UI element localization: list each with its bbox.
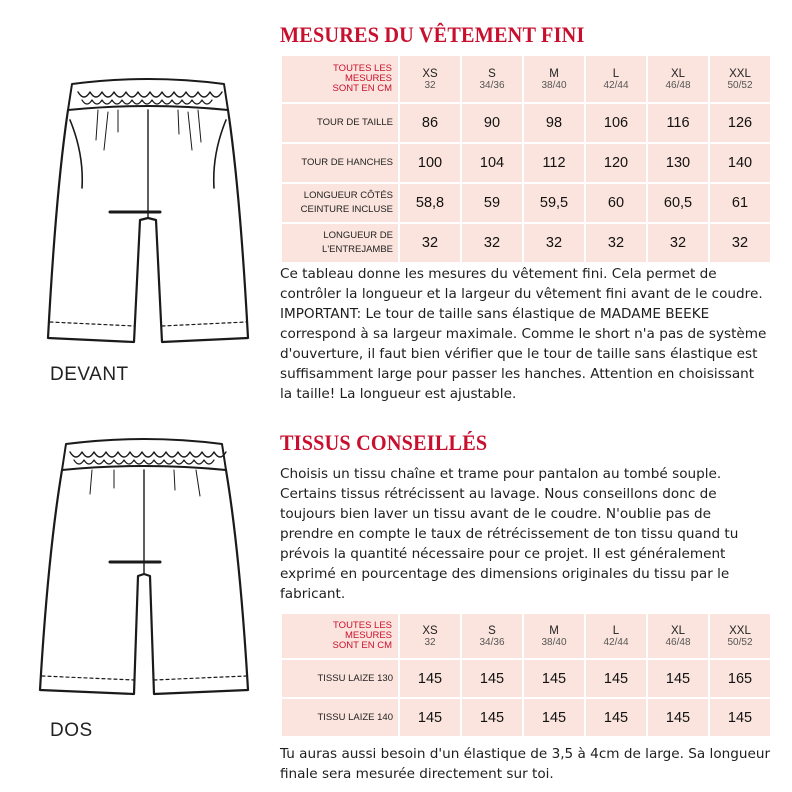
- size-column-header: [462, 614, 522, 658]
- table-cell: 145: [524, 699, 584, 736]
- text-line: toujours bien laver un tissu avant de le coudre. N'oublie pas de: [280, 506, 711, 522]
- row-label-line: TISSU LAIZE 130: [317, 672, 393, 684]
- text-line: d'ouverture, il faut bien vérifier que le tour de taille sans élastique est: [280, 346, 758, 362]
- size-column-header: [710, 56, 770, 102]
- units-note: [282, 614, 398, 658]
- table-cell: 60: [586, 184, 646, 222]
- text-line: fabricant.: [280, 586, 346, 602]
- text-line: Tu auras aussi besoin d'un élastique de 3,5 à 4cm de large. Sa longueur: [280, 746, 771, 762]
- row-label-line: TOUR DE HANCHES: [301, 157, 393, 168]
- size-name: L: [612, 624, 620, 637]
- front-caption: DEVANT: [50, 364, 129, 385]
- table-row: [282, 224, 770, 262]
- fabrics-text: [280, 464, 792, 604]
- table-cell: 61: [710, 184, 770, 222]
- size-column-header: [462, 56, 522, 102]
- size-name: XS: [422, 624, 438, 637]
- size-eu: 32: [424, 79, 436, 91]
- table-cell: 59: [462, 184, 522, 222]
- size-name: M: [549, 67, 559, 80]
- size-name: XS: [422, 67, 438, 80]
- table-cell: 130: [648, 144, 708, 182]
- text-line: Certains tissus rétrécissent au lavage. Nous conseillons donc de: [280, 486, 717, 502]
- table-cell: 32: [648, 224, 708, 262]
- table-cell: 32: [462, 224, 522, 262]
- row-label-line: TOUR DE TAILLE: [316, 117, 393, 128]
- size-eu: 38/40: [541, 636, 567, 648]
- table-cell: 140: [710, 144, 770, 182]
- illustrations-column: [0, 0, 270, 792]
- back-caption: DOS: [50, 720, 93, 741]
- size-eu: 50/52: [727, 636, 753, 648]
- finished-measurements-title: MESURES DU VÊTEMENT FINI: [280, 22, 585, 47]
- finished-measurements-text: [280, 264, 792, 404]
- row-label-line: LONGUEUR DE: [323, 230, 393, 241]
- table-cell: 145: [586, 660, 646, 697]
- row-label: [282, 104, 398, 142]
- table-cell: 126: [710, 104, 770, 142]
- size-column-header: [586, 614, 646, 658]
- table-cell: 116: [648, 104, 708, 142]
- size-column-header: [586, 56, 646, 102]
- size-name: XXL: [729, 624, 751, 637]
- table-cell: 32: [710, 224, 770, 262]
- size-name: S: [488, 67, 496, 80]
- size-name: L: [612, 67, 620, 80]
- table-row: [282, 104, 770, 142]
- fabrics-table: [280, 612, 772, 738]
- text-line: prévois la quantité nécessaire pour ce projet. Il est généralement: [280, 546, 726, 562]
- table-header-row: [282, 56, 770, 102]
- size-column-header: [524, 56, 584, 102]
- table-cell: 104: [462, 144, 522, 182]
- row-label: [282, 184, 398, 222]
- text-line: correspond à sa largeur maximale. Comme le short n'a pas de système: [280, 326, 767, 342]
- size-name: XL: [670, 67, 686, 80]
- size-column-header: [710, 614, 770, 658]
- shorts-back-drawing: [30, 434, 258, 714]
- text-line: exprimé en pourcentage des dimensions originales du tissu par le: [280, 566, 730, 582]
- table-cell: 112: [524, 144, 584, 182]
- row-label: [282, 660, 398, 697]
- units-note: [282, 56, 398, 102]
- units-note-line: SONT EN CM: [332, 640, 392, 651]
- finished-measurements-table: [280, 54, 772, 264]
- elastic-note: [280, 744, 792, 784]
- text-line: contrôler la longueur et la largeur du vêtement fini avant de le coudre.: [280, 286, 763, 302]
- size-eu: 32: [424, 636, 436, 648]
- size-eu: 38/40: [541, 79, 567, 91]
- table-cell: 145: [462, 660, 522, 697]
- text-line: Ce tableau donne les mesures du vêtement fini. Cela permet de: [280, 266, 717, 282]
- text-line: suffisamment large pour passer les hanches. Attention en choisissant: [280, 366, 755, 382]
- table-cell: 60,5: [648, 184, 708, 222]
- table-cell: 90: [462, 104, 522, 142]
- table-row: [282, 184, 770, 222]
- table-cell: 32: [400, 224, 460, 262]
- table-cell: 145: [400, 699, 460, 736]
- table-cell: 59,5: [524, 184, 584, 222]
- table-cell: 145: [648, 660, 708, 697]
- size-eu: 42/44: [603, 636, 629, 648]
- size-eu: 34/36: [479, 79, 505, 91]
- table-cell: 32: [586, 224, 646, 262]
- table-cell: 100: [400, 144, 460, 182]
- row-label: [282, 144, 398, 182]
- text-line: prendre en compte le taux de rétrécissement de ton tissu quand tu: [280, 526, 739, 542]
- row-label-line: CEINTURE INCLUSE: [300, 204, 393, 215]
- row-label-line: LONGUEUR CÔTÉS: [303, 190, 393, 201]
- row-label: [282, 224, 398, 262]
- table-cell: 165: [710, 660, 770, 697]
- text-line: IMPORTANT: Le tour de taille sans élastique de MADAME BEEKE: [280, 306, 710, 322]
- size-column-header: [648, 614, 708, 658]
- size-column-header: [524, 614, 584, 658]
- table-cell: 145: [586, 699, 646, 736]
- units-note-line: SONT EN CM: [332, 83, 392, 94]
- table-cell: 86: [400, 104, 460, 142]
- text-line: finale sera mesurée directement sur toi.: [280, 766, 554, 782]
- table-cell: 58,8: [400, 184, 460, 222]
- fabrics-title: TISSUS CONSEILLÉS: [280, 430, 488, 455]
- size-name: M: [549, 624, 559, 637]
- units-note-line: MESURES: [345, 73, 392, 84]
- size-column-header: [648, 56, 708, 102]
- units-note-line: TOUTES LES: [333, 620, 392, 631]
- row-label: [282, 699, 398, 736]
- size-column-header: [400, 614, 460, 658]
- table-cell: 145: [400, 660, 460, 697]
- table-cell: 32: [524, 224, 584, 262]
- table-row: [282, 144, 770, 182]
- size-eu: 34/36: [479, 636, 505, 648]
- size-eu: 42/44: [603, 79, 629, 91]
- table-row: [282, 699, 770, 736]
- table-row: [282, 660, 770, 697]
- size-name: XL: [670, 624, 686, 637]
- units-note-line: MESURES: [345, 630, 392, 641]
- size-column-header: [400, 56, 460, 102]
- size-name: S: [488, 624, 496, 637]
- text-line: Choisis un tissu chaîne et trame pour pantalon au tombé souple.: [280, 466, 722, 482]
- units-note-line: TOUTES LES: [333, 63, 392, 74]
- size-eu: 50/52: [727, 79, 753, 91]
- table-cell: 120: [586, 144, 646, 182]
- table-cell: 98: [524, 104, 584, 142]
- table-cell: 106: [586, 104, 646, 142]
- table-cell: 145: [710, 699, 770, 736]
- row-label-line: L'ENTREJAMBE: [322, 244, 393, 255]
- size-eu: 46/48: [665, 636, 691, 648]
- size-eu: 46/48: [665, 79, 691, 91]
- text-line: la taille! La longueur est ajustable.: [280, 386, 517, 402]
- size-name: XXL: [729, 67, 751, 80]
- table-cell: 145: [648, 699, 708, 736]
- table-cell: 145: [462, 699, 522, 736]
- table-header-row: [282, 614, 770, 658]
- shorts-front-drawing: [38, 70, 258, 360]
- table-cell: 145: [524, 660, 584, 697]
- row-label-line: TISSU LAIZE 140: [317, 711, 393, 723]
